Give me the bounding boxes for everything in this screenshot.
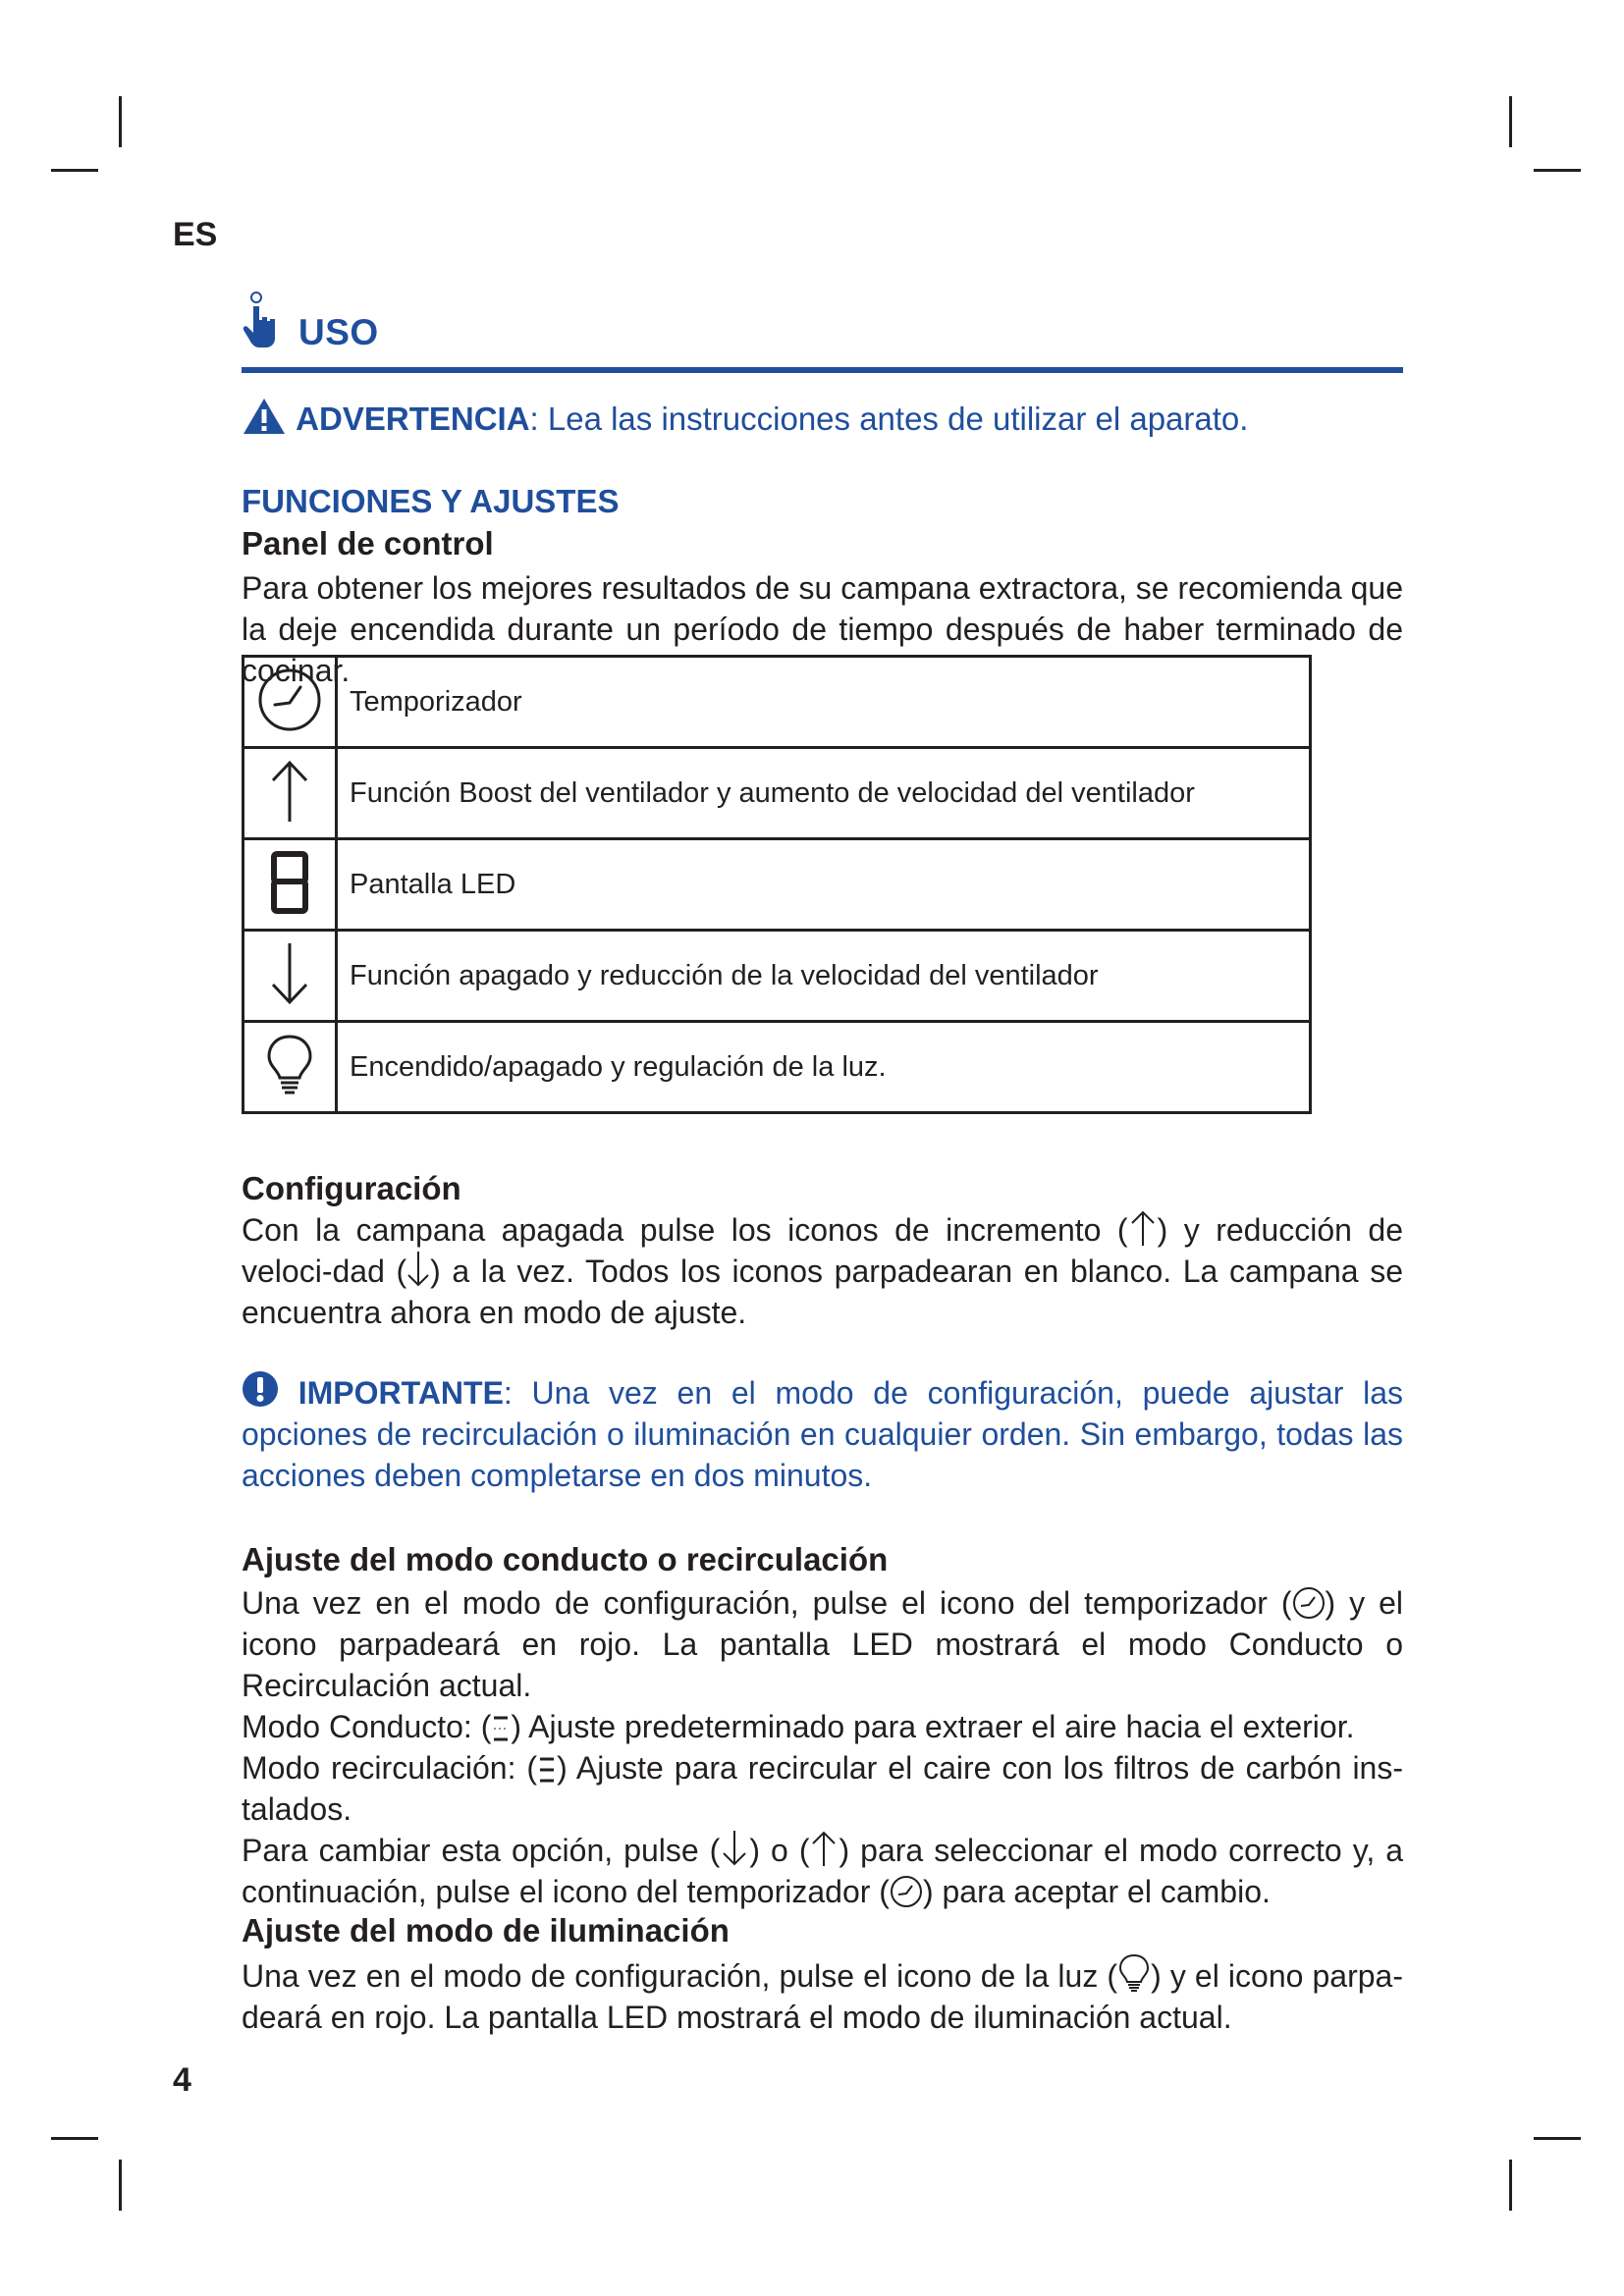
table-cell-label: Pantalla LED (337, 839, 1311, 931)
arrow-up-icon (1128, 1209, 1158, 1247)
control-panel-table (242, 655, 1312, 1114)
important-label: IMPORTANTE (298, 1375, 504, 1411)
lightbulb-icon (1117, 1953, 1151, 1993)
panel-heading: Panel de control (242, 525, 494, 561)
section-rule (242, 367, 1403, 373)
seven-segment-8-icon (268, 850, 311, 915)
crop-mark (119, 96, 122, 147)
crop-mark (1534, 2137, 1581, 2140)
configuration-text: Con la campana apagada pulse los iconos de incremento ( ) y reducción de veloci-dad ( ) a la vez. Todos los iconos parpadearan en blanco. La campana se encuentra ahora en modo de ajuste. (242, 1209, 1403, 1333)
crop-mark (119, 2160, 122, 2211)
light-mode-text: Una vez en el modo de configuración, pulse el icono de la luz ( ) y el icono parpa-deará en rojo. La pantalla LED mostrará el modo de iluminación actual. (242, 1953, 1403, 2038)
clock-icon (890, 1875, 923, 1908)
table-row (244, 1022, 1311, 1113)
clock-icon (1292, 1586, 1326, 1620)
light-mode-heading: Ajuste del modo de iluminación (242, 1912, 730, 1949)
arrow-down-icon (720, 1830, 749, 1867)
table-cell-label: Temporizador (337, 657, 1311, 748)
important-text: : Una vez en el modo de configuración, puede ajustar las opciones de recirculación o iluminación en cualquier orden. Sin embargo, todas las acciones deben completarse en dos minutos. (242, 1375, 1404, 1493)
hand-pointer-icon (242, 291, 279, 349)
duct-mode-heading: Ajuste del modo conducto o recirculación (242, 1541, 889, 1577)
section-title: USO (298, 312, 379, 352)
table-row (244, 931, 1311, 1022)
warning-triangle-icon (242, 397, 287, 436)
crop-mark (51, 169, 98, 172)
arrow-up-icon (809, 1830, 839, 1867)
arrow-down-icon (406, 1251, 430, 1288)
warning-text: : Lea las instrucciones antes de utilizar el aparato. (529, 400, 1249, 437)
crop-mark (1509, 96, 1512, 147)
table-cell-label: Encendido/apagado y regulación de la luz. (337, 1022, 1311, 1113)
arrow-down-icon (265, 941, 314, 1006)
section-header (242, 291, 831, 359)
table-cell-label: Función Boost del ventilador y aumento de velocidad del ventilador (337, 748, 1311, 839)
recirculation-mode-icon (537, 1753, 557, 1785)
important-note (242, 1370, 1403, 1496)
exclamation-circle-icon (242, 1370, 279, 1408)
crop-mark (1534, 169, 1581, 172)
page-number: 4 (173, 2061, 191, 2099)
warning-label: ADVERTENCIA (296, 400, 530, 437)
panel-text: Para obtener los mejores resultados de su campana extractora, se recomienda que la deje encendida durante un período de tiempo después de haber terminado de cocinar. (242, 570, 1403, 688)
crop-mark (1509, 2160, 1512, 2211)
table-cell-label: Función apagado y reducción de la velocidad del ventilador (337, 931, 1311, 1022)
lightbulb-icon (264, 1033, 315, 1097)
arrow-up-icon (265, 759, 314, 824)
warning-line (242, 397, 1403, 438)
table-row (244, 748, 1311, 839)
functions-heading: FUNCIONES Y AJUSTES (242, 483, 620, 519)
duct-mode-text: Una vez en el modo de configuración, pulse el icono del temporizador ( ) y el icono parpadeará en rojo. La pantalla LED mostrará el modo Conducto o Recirculación actual. Modo Conducto: ( ) Ajuste predeterminado para extraer el aire hacia el exterior. Modo recirculación: ( ) Ajuste para recircular el caire con los filtros de carbón ins-talados. Para cambiar esta opción, pulse ( ) o ( ) para seleccionar el modo correcto y, a continuación, pulse el icono del temporizador ( ) para aceptar el cambio. (242, 1585, 1404, 1909)
crop-mark (51, 2137, 98, 2140)
table-row (244, 657, 1311, 748)
clock-icon (255, 666, 324, 734)
configuration-heading: Configuración (242, 1170, 461, 1206)
language-tag: ES (173, 216, 218, 253)
duct-mode-icon (491, 1712, 511, 1743)
table-row (244, 839, 1311, 931)
